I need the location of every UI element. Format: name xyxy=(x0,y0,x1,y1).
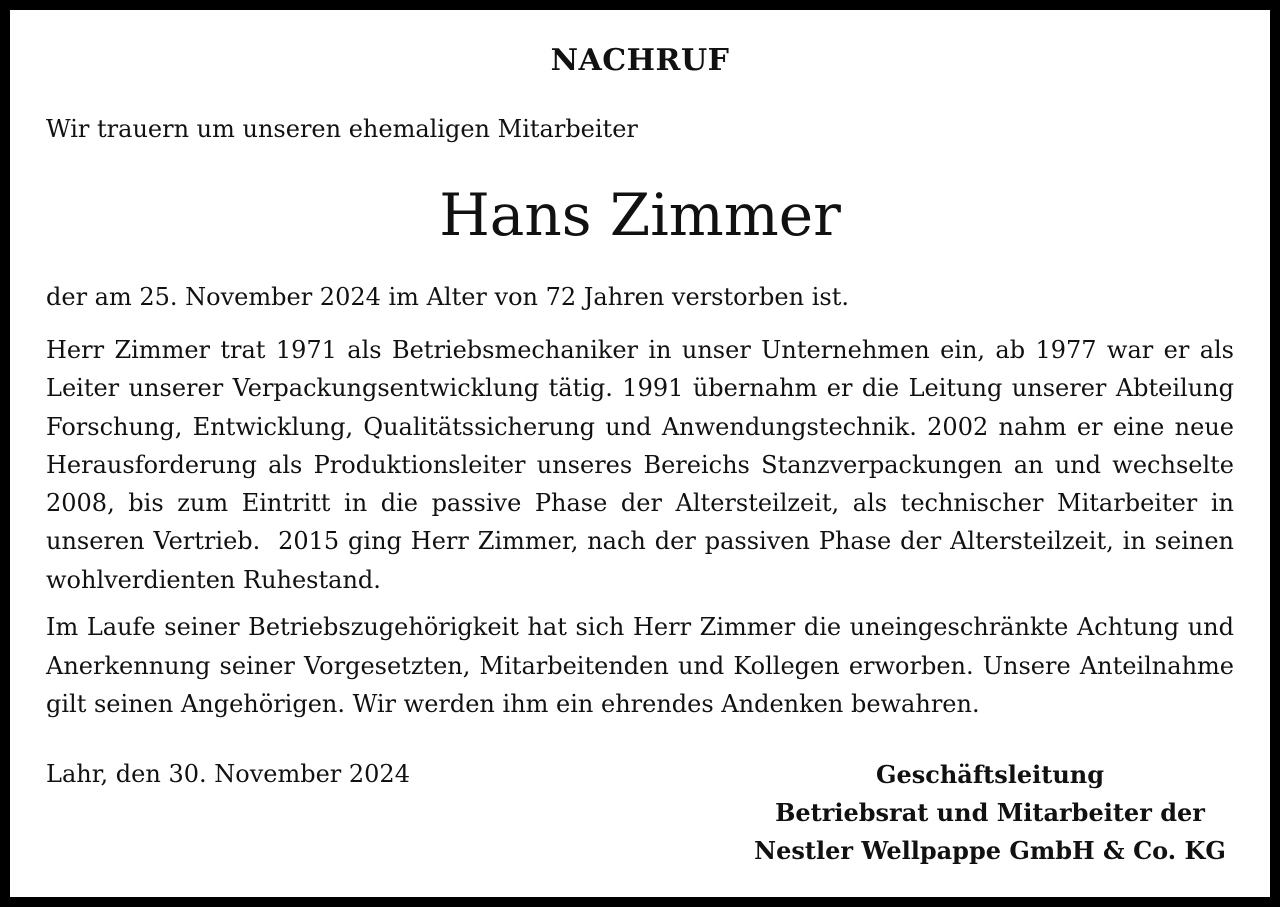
biography-line: Forschung, Entwicklung, Qualitätssicherung und Anwendungstechnik. 2002 nahm er eine neue xyxy=(46,412,1234,441)
tribute-paragraph xyxy=(46,608,1234,724)
signature-line: Nestler Wellpappe GmbH & Co. KG xyxy=(754,836,1226,865)
obituary-notice xyxy=(10,10,1270,897)
signature-block xyxy=(700,756,1280,870)
signature-line: Geschäftsleitung xyxy=(875,760,1105,789)
deceased-name: Hans Zimmer xyxy=(439,181,841,249)
death-date-line: der am 25. November 2024 im Alter von 72 Jahren verstorben ist. xyxy=(46,283,849,311)
signature-line: Betriebsrat und Mitarbeiter der xyxy=(775,798,1205,827)
biography-line: wohlverdienten Ruhestand. xyxy=(46,565,381,594)
notice-heading: NACHRUF xyxy=(550,43,730,78)
place-and-date: Lahr, den 30. November 2024 xyxy=(46,760,410,788)
intro-line: Wir trauern um unseren ehemaligen Mitarbeiter xyxy=(46,115,638,143)
tribute-line: Im Laufe seiner Betriebszugehörigkeit hat sich Herr Zimmer die uneingeschränkte Achtung und xyxy=(46,613,1234,641)
biography-paragraph xyxy=(46,331,1234,599)
biography-line: Leiter unserer Verpackungsentwicklung tätig. 1991 übernahm er die Leitung unserer Abteilung xyxy=(46,374,1234,403)
biography-line: Herr Zimmer trat 1971 als Betriebsmechaniker in unser Unternehmen ein, ab 1977 war er als xyxy=(46,336,1234,364)
biography-line: 2008, bis zum Eintritt in die passive Phase der Altersteilzeit, als technischer Mitarbeiter in xyxy=(46,489,1234,518)
biography-line: unseren Vertrieb. 2015 ging Herr Zimmer, nach der passiven Phase der Altersteilzeit, in seinen xyxy=(46,527,1234,556)
biography-line: Herausforderung als Produktionsleiter unseres Bereichs Stanzverpackungen an und wechselte xyxy=(46,450,1234,479)
tribute-line: Anerkennung seiner Vorgesetzten, Mitarbeitenden und Kollegen erworben. Unsere Anteilnahme xyxy=(46,651,1234,680)
tribute-line: gilt seinen Angehörigen. Wir werden ihm ein ehrendes Andenken bewahren. xyxy=(46,690,980,718)
